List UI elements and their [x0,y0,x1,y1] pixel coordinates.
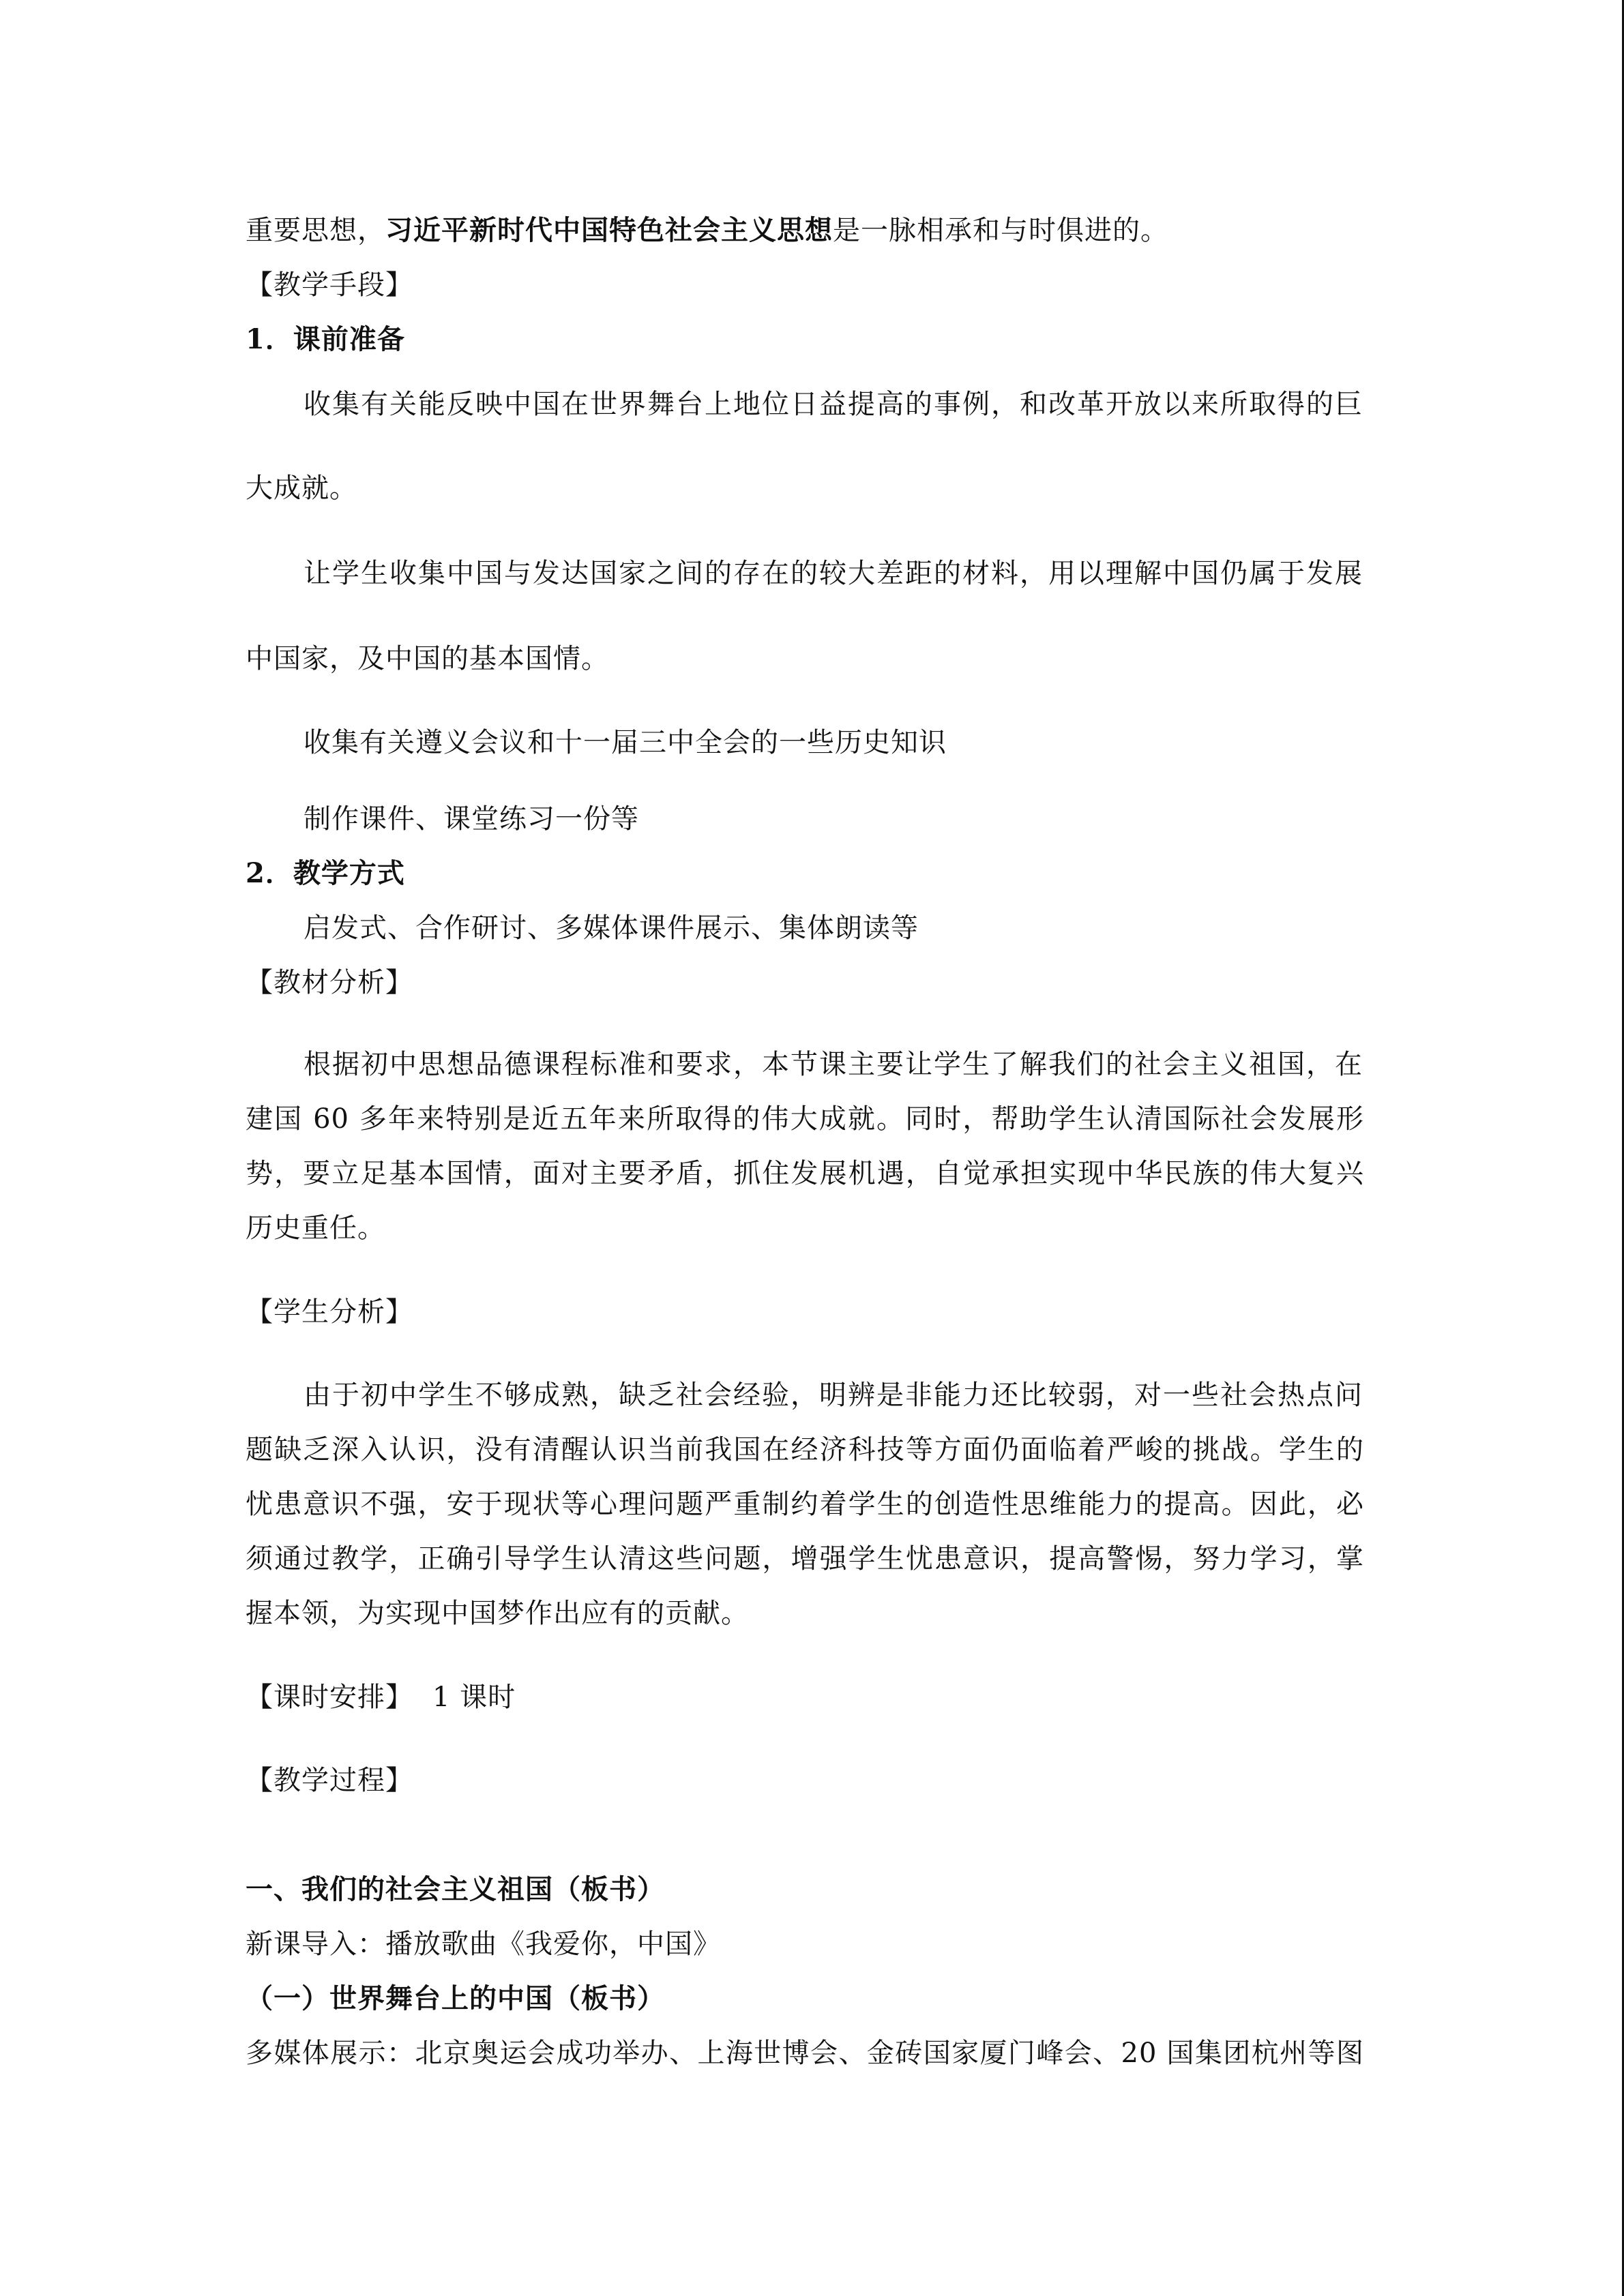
mode-line: 启发式、合作研讨、多媒体课件展示、集体朗读等 [304,912,919,944]
prep-line-1b: 大成就。 [246,473,357,504]
prep-line-3: 收集有关遵义会议和十一届三中全会的一些历史知识 [304,727,947,758]
material-line-c: 势，要立足基本国情，面对主要矛盾，抓住发展机遇，自觉承担实现中华民族的伟大复兴 [246,1158,1364,1189]
heading-preparation: 1．课前准备 [246,323,405,355]
student-line-b: 题缺乏深入认识，没有清醒认识当前我国在经济科技等方面仍面临着严峻的挑战。学生的 [246,1434,1364,1465]
section-heading-1: 一、我们的社会主义祖国（板书） [246,1873,665,1905]
heading-student-analysis: 【学生分析】 [246,1296,413,1328]
student-line-c: 忧患意识不强，安于现状等心理问题严重制约着学生的创造性思维能力的提高。因此，必 [246,1489,1364,1520]
heading-material-analysis: 【教材分析】 [246,967,413,998]
bold-text-run: 习近平新时代中国特色社会主义思想 [385,214,833,246]
heading-teaching-mode: 2．教学方式 [246,857,405,889]
material-line-b: 建国 60 多年来特别是近五年来所取得的伟大成就。同时，帮助学生认清国际社会发展形 [246,1103,1364,1135]
prep-line-4: 制作课件、课堂练习一份等 [304,803,639,835]
text-run: 重要思想， [246,215,385,246]
text-run: 是一脉相承和与时俱进的。 [833,215,1168,246]
student-line-d: 须通过教学，正确引导学生认清这些问题，增强学生忧患意识，提高警惕，努力学习，掌 [246,1543,1364,1575]
heading-teaching-means: 【教学手段】 [246,269,413,301]
subsection-heading-1: （一）世界舞台上的中国（板书） [246,1982,665,2014]
heading-teaching-process: 【教学过程】 [246,1765,413,1796]
schedule-value: 1 课时 [432,1682,516,1713]
material-line-d: 历史重任。 [246,1212,385,1244]
student-line-a: 由于初中学生不够成熟，缺乏社会经验，明辨是非能力还比较弱，对一些社会热点问 [304,1380,1363,1411]
prep-line-2a: 让学生收集中国与发达国家之间的存在的较大差距的材料，用以理解中国仍属于发展 [304,558,1363,589]
prep-line-2b: 中国家，及中国的基本国情。 [246,643,609,674]
intro-line: 新课导入：播放歌曲《我爱你，中国》 [246,1928,721,1960]
intro-paragraph-line [246,213,1168,248]
student-line-e: 握本领，为实现中国梦作出应有的贡献。 [246,1598,749,1629]
material-line-a: 根据初中思想品德课程标准和要求，本节课主要让学生了解我们的社会主义祖国，在 [304,1049,1363,1080]
prep-line-1a: 收集有关能反映中国在世界舞台上地位日益提高的事例，和改革开放以来所取得的巨 [304,389,1363,420]
schedule-line [246,1680,516,1715]
heading-schedule: 【课时安排】 [246,1682,413,1713]
media-line: 多媒体展示：北京奥运会成功举办、上海世博会、金砖国家厦门峰会、20 国集团杭州等图 [246,2038,1364,2069]
